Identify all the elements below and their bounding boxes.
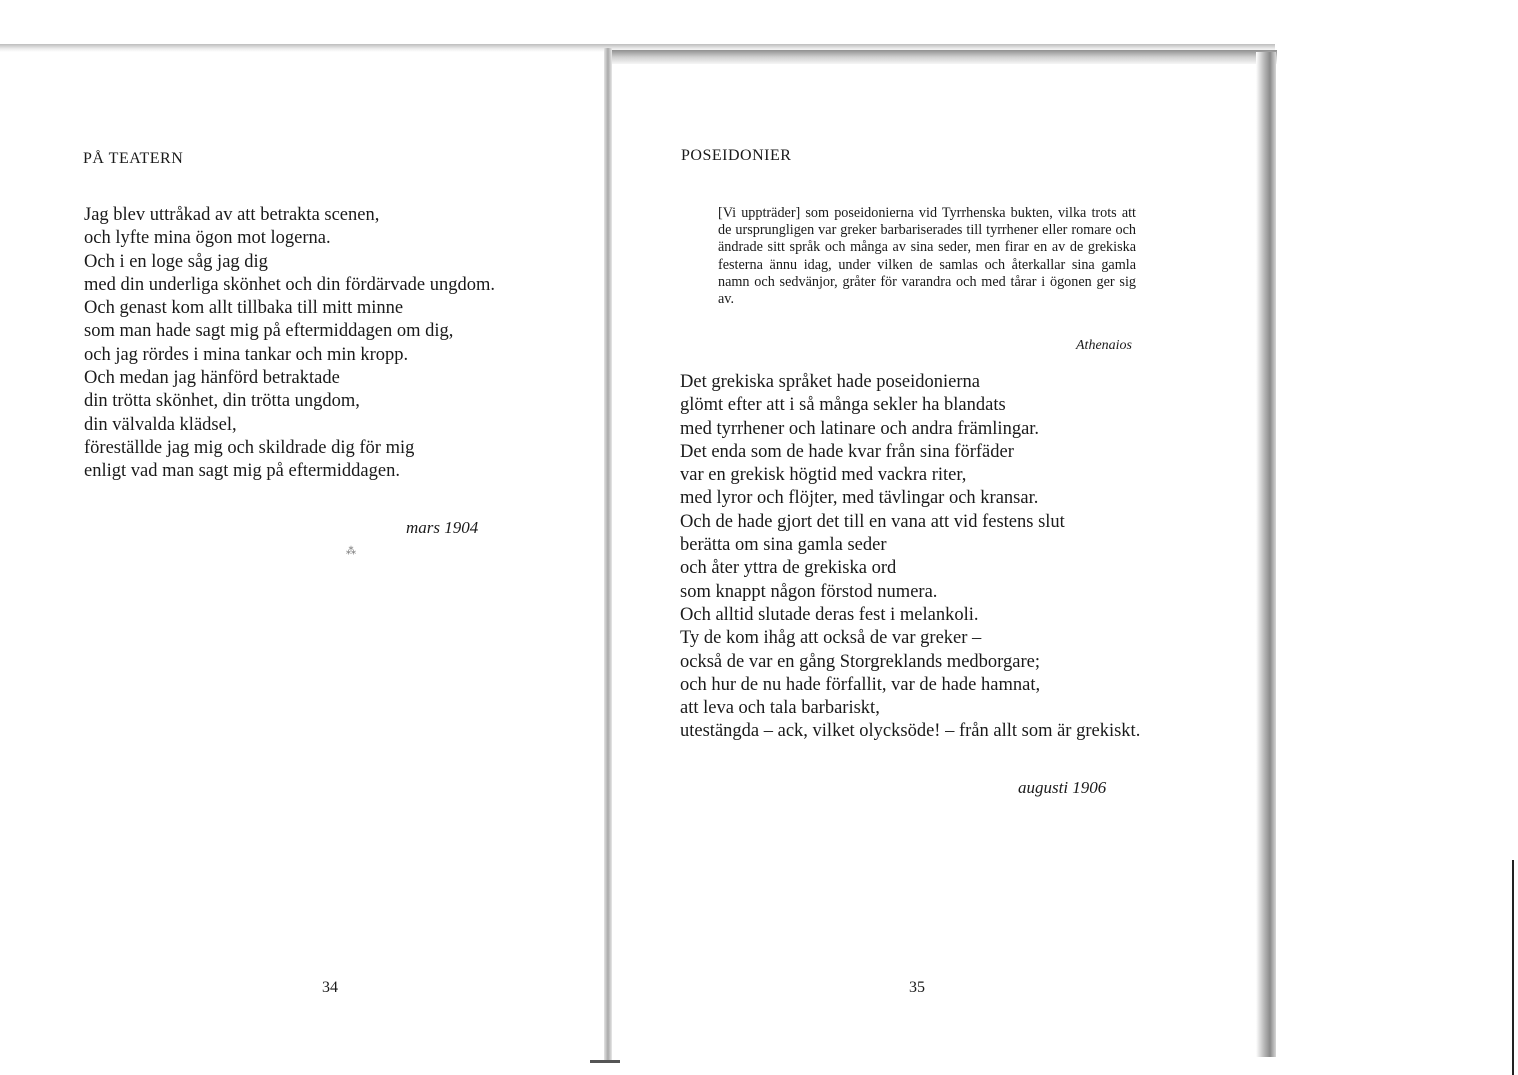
- poem-line: din välvalda klädsel,: [84, 414, 237, 435]
- poem-line: Och alltid slutade deras fest i melankoli.: [680, 604, 979, 625]
- poem-line: med lyror och flöjter, med tävlingar och kransar.: [680, 488, 1039, 509]
- poem-line: att leva och tala barbariskt,: [680, 698, 880, 719]
- poem-line: Det grekiska språket hade poseidonierna: [680, 372, 981, 392]
- book-gutter: [604, 48, 612, 1060]
- poem-line: glömt efter att i så många sekler ha blandats: [680, 395, 1006, 416]
- poem-line: som knappt någon förstod numera.: [680, 581, 938, 602]
- page-edge-shadow: [1256, 52, 1276, 1057]
- poem-line: enligt vad man sagt mig på eftermiddagen.: [84, 461, 400, 482]
- poem-line: och hur de nu hade förfallit, var de hade hamnat,: [680, 674, 1041, 695]
- epigraph-author: Athenaios: [1076, 338, 1132, 353]
- poem-body: [84, 204, 495, 484]
- poem-line: Det enda som de hade kvar från sina förfäder: [680, 441, 1014, 462]
- poem-line: Och medan jag hänförd betraktade: [84, 368, 340, 389]
- poem-line: Jag blev uttråkad av att betrakta scenen,: [84, 205, 380, 225]
- poem-line: med tyrrhener och latinare och andra främlingar.: [680, 418, 1040, 439]
- poem-line: som man hade sagt mig på eftermiddagen om dig,: [84, 321, 454, 342]
- poem-line: och jag rördes i mina tankar och min kropp.: [84, 344, 409, 365]
- poem-line: föreställde jag mig och skildrade dig för mig: [84, 437, 415, 458]
- scan-edge-line: [1512, 860, 1514, 1075]
- scan-speck: ⁂: [346, 546, 356, 557]
- poem-line: och lyfte mina ögon mot logerna.: [84, 228, 331, 249]
- poem-line: med din underliga skönhet och din fördärvade ungdom.: [84, 274, 496, 295]
- poem-date: augusti 1906: [1018, 778, 1107, 797]
- page-number: 34: [322, 979, 338, 996]
- poem-line: utestängda – ack, vilket olycksöde! – från allt som är grekiskt.: [680, 721, 1141, 742]
- poem-line: Ty de kom ihåg att också de var greker –: [680, 628, 982, 649]
- poem-line: var en grekisk högtid med vackra riter,: [680, 465, 967, 486]
- poem-line: Och de hade gjort det till en vana att vid festens slut: [680, 511, 1065, 532]
- poem-line: din trötta skönhet, din trötta ungdom,: [84, 391, 360, 412]
- poem-line: också de var en gång Storgreklands medborgare;: [680, 651, 1040, 672]
- poem-line: Och genast kom allt tillbaka till mitt minne: [84, 298, 404, 319]
- poem-title: PÅ TEATERN: [83, 150, 184, 167]
- poem-line: Och i en loge såg jag dig: [84, 251, 268, 272]
- page-number: 35: [909, 979, 925, 996]
- poem-date: mars 1904: [406, 518, 479, 537]
- poem-line: berätta om sina gamla seder: [680, 535, 887, 556]
- poem-body: [680, 371, 1140, 744]
- poem-title: POSEIDONIER: [681, 147, 792, 164]
- right-page: [612, 0, 1256, 1075]
- poem-line: och åter yttra de grekiska ord: [680, 558, 897, 579]
- epigraph: [Vi uppträder] som poseidonierna vid Tyrrhenska bukten, vilka trots att de ursprungligen var greker barbariserades till tyrrhener eller romare och ändrade sitt språk och många av sina seder, men firar en av de grekiska festerna ännu idag, under vilken de samlas och återkallar sina gamla namn och sedvänjor, gråter för varandra och med tårar i ögonen ger sig av.: [718, 205, 1136, 308]
- left-page: [0, 0, 604, 1075]
